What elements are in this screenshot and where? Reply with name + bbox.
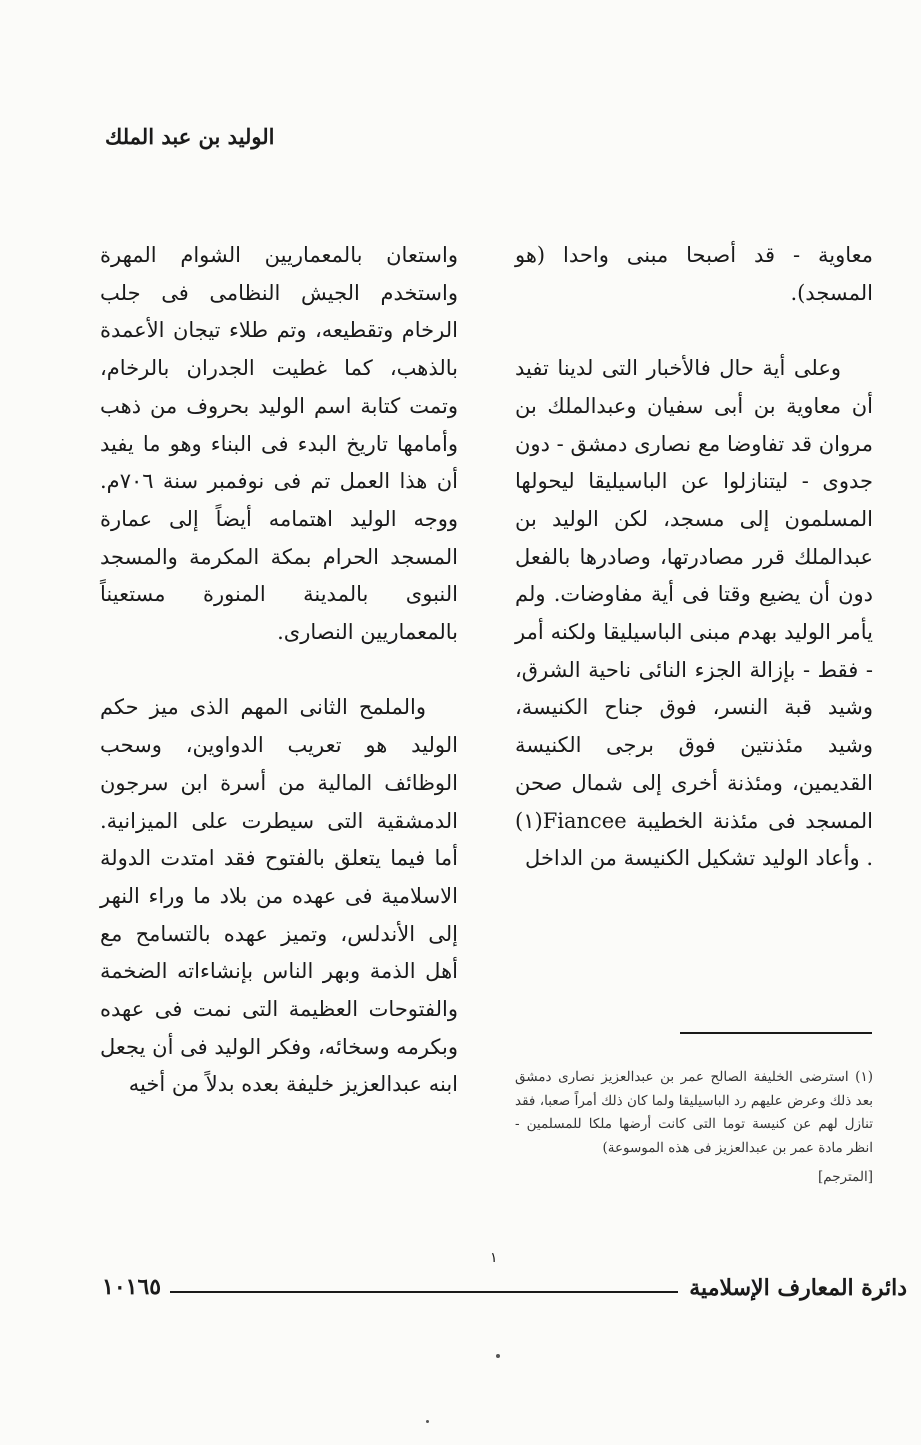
footer-publication-title: دائرة المعارف الإسلامية bbox=[689, 1275, 907, 1301]
footer-rule bbox=[170, 1291, 678, 1293]
right-paragraph-2-end: . وأعاد الوليد تشكيل الكنيسة من الداخل bbox=[525, 846, 873, 871]
page-number: ١٠١٦٥ bbox=[102, 1274, 162, 1300]
left-paragraph-2: والملمح الثانى المهم الذى ميز حكم الوليد هو تعريب الدواوين، وسحب الوظائف المالية من أسرة ابن سرجون الدمشقية التى سيطرت على الميزانية. أما فيما يتعلق بالفتوح فقد امتدت الدولة الاسلامية فى عهده من بلاد ما وراء النهر إلى الأندلس، وتميز عهده بالتسامح مع أهل الذمة وبهر الناس بإنشاءاته الضخمة والفتوحات العظيمة التى نمت فى عهده وبكرمه وسخائه، وفكر الوليد فى أن يجعل ابنه عبدالعزيز خليفة بعده بدلاً من أخيه bbox=[100, 695, 458, 1097]
running-title: الوليد بن عبد الملك bbox=[105, 124, 275, 149]
footnote-text: (١) استرضى الخليفة الصالح عمر بن عبدالعزيز نصارى دمشق بعد ذلك وعرض عليهم رد الباسيليقا ولما كان ذلك أمراً صعبا، فقد تنازل لهم عن كنيسة توما التى كانت أرضها ملكا للمسلمين - انظر مادة عمر بن عبدالعزيز فى هذه الموسوعة) bbox=[515, 1069, 873, 1156]
right-paragraph-2-text: وعلى أية حال فالأخبار التى لدينا تفيد أن معاوية بن أبى سفيان وعبدالملك بن مروان قد تفاوضا مع نصارى دمشق - دون جدوى - ليتنازلوا عن الباسيليقا ليحولها المسلمون إلى مسجد، لكن الوليد بن عبدالملك قرر مصادرتها، وصادرها بالفعل دون أن يضيع وقتا فى أية مفاوضات. ولم يأمر الوليد بهدم مبنى الباسيليقا ولكنه أمر - فقط - بإزالة الجزء النائى ناحية الشرق، وشيد قبة النسر، فوق جناح الكنيسة، وشيد مئذنتين فوق برجى الكنيسة القديمين، ومئذنة أخرى إلى شمال صحن المسجد فى مئذنة الخطيبة Fiancee bbox=[515, 356, 873, 833]
footnote-reference[interactable]: (١) bbox=[515, 808, 543, 833]
footnote-rule bbox=[680, 1032, 872, 1034]
footnote-translator: [المترجم] bbox=[817, 1169, 873, 1185]
left-column bbox=[100, 237, 458, 1104]
right-column bbox=[515, 237, 873, 878]
right-paragraph-1: معاوية - قد أصبحا مبنى واحدا (هو المسجد). bbox=[515, 243, 873, 305]
page-mark: ١ bbox=[490, 1250, 498, 1266]
footnote bbox=[515, 1066, 873, 1190]
scan-speck bbox=[496, 1354, 500, 1358]
scan-speck bbox=[426, 1420, 429, 1423]
left-paragraph-1: واستعان بالمعماريين الشوام المهرة واستخدم الجيش النظامى فى جلب الرخام وتقطيعه، وتم طلاء تيجان الأعمدة بالذهب، كما غطيت الجدران بالرخام، وتمت كتابة اسم الوليد بحروف من ذهب وأمامها تاريخ البدء فى البناء وهو ما يفيد أن هذا العمل تم فى نوفمبر سنة ٧٠٦م. ووجه الوليد اهتمامه أيضاً إلى عمارة المسجد الحرام بمكة المكرمة والمسجد النبوى بالمدينة المنورة مستعيناً بالمعماريين النصارى. bbox=[100, 243, 458, 645]
right-paragraph-2 bbox=[515, 350, 873, 878]
